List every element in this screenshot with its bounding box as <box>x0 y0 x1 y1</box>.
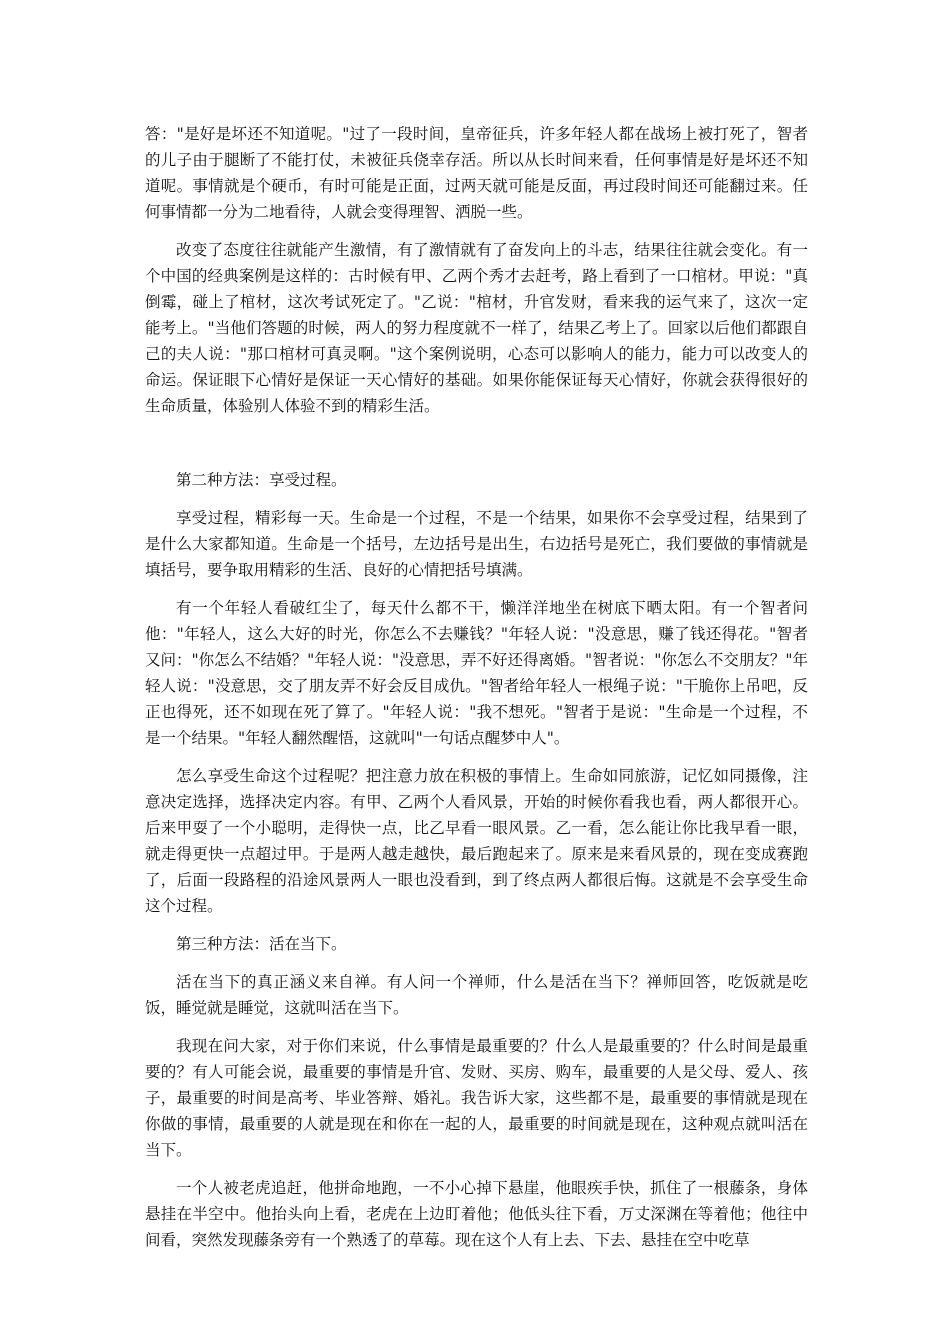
paragraph-5: 怎么享受生命这个过程呢？把注意力放在积极的事情上。生命如同旅游，记忆如同摄像，注意决定选择，选择决定内容。有甲、乙两个人看风景，开始的时候你看我也看，两人都很开心。后来甲耍了一个小聪明，走得快一点，比乙早看一眼风景。乙一看，怎么能让你比我早看一眼，就走得更快一点超过甲。于是两人越走越快，最后跑起来了。原来是来看风景的，现在变成赛跑了，后面一段路程的沿途风景两人一眼也没看到，到了终点两人都很后悔。这就是不会享受生命这个过程。 <box>145 767 808 915</box>
paragraph-6: 活在当下的真正涵义来自禅。有人问一个禅师，什么是活在当下？禅师回答，吃饭就是吃饭，睡觉就是睡觉，这就叫活在当下。 <box>145 973 808 1017</box>
paragraph-2: 改变了态度往往就能产生激情，有了激情就有了奋发向上的斗志，结果往往就会变化。有一个中国的经典案例是这样的：古时候有甲、乙两个秀才去赶考，路上看到了一口棺材。甲说："真倒霉，碰上了棺材，这次考试死定了。"乙说："棺材，升官发财，看来我的运气来了，这次一定能考上。"当他们答题的时候，两人的努力程度就不一样了，结果乙考上了。回家以后他们都跟自己的夫人说："那口棺材可真灵啊。"这个案例说明，心态可以影响人的能力，能力可以改变人的命运。保证眼下心情好是保证一天心情好的基础。如果你能保证每天心情好，你就会获得很好的生命质量，体验别人体验不到的精彩生活。 <box>145 241 808 415</box>
paragraph-7: 我现在问大家，对于你们来说，什么事情是最重要的？什么人是最重要的？什么时间是最重要的？有人可能会说，最重要的事情是升官、发财、买房、购车，最重要的人是父母、爱人、孩子，最重要的时间是高考、毕业答辩、婚礼。我告诉大家，这些都不是，最重要的事情就是现在你做的事情，最重要的人就是现在和你在一起的人，最重要的时间就是现在，这种观点就叫活在当下。 <box>145 1037 808 1159</box>
paragraph-4: 有一个年轻人看破红尘了，每天什么都不干，懒洋洋地坐在树底下晒太阳。有一个智者问他："年轻人，这么大好的时光，你怎么不去赚钱？"年轻人说："没意思，赚了钱还得花。"智者又问："你怎么不结婚？"年轻人说："没意思，弄不好还得离婚。"智者说："你怎么不交朋友？"年轻人说："没意思，交了朋友弄不好会反目成仇。"智者给年轻人一根绳子说："干脆你上吊吧，反正也得死，还不如现在死了算了。"年轻人说："我不想死。"智者于是说："生命是一个过程，不是一个结果。"年轻人翻然醒悟，这就叫"一句话点醒梦中人"。 <box>145 599 808 747</box>
paragraph-1: 答："是好是坏还不知道呢。"过了一段时间，皇帝征兵，许多年轻人都在战场上被打死了，智者的儿子由于腿断了不能打仗，未被征兵侥幸存活。所以从长时间来看，任何事情是好是坏还不知道呢。事情就是个硬币，有时可能是正面，过两天就可能是反面，再过段时间还可能翻过来。任何事情都一分为二地看待，人就会变得理智、洒脱一些。 <box>145 125 808 221</box>
section-heading-3: 第三种方法：活在当下。 <box>176 935 347 953</box>
document-body <box>145 121 808 1265</box>
section-heading-2: 第二种方法：享受过程。 <box>176 471 347 489</box>
paragraph-8: 一个人被老虎追赶，他拼命地跑，一不小心掉下悬崖，他眼疾手快，抓住了一根藤条，身体悬挂在半空中。他抬头向上看，老虎在上边盯着他；他低头往下看，万丈深渊在等着他；他往中间看，突然发现藤条旁有一个熟透了的草莓。现在这个人有上去、下去、悬挂在空中吃草 <box>145 1179 808 1249</box>
paragraph-3: 享受过程，精彩每一天。生命是一个过程，不是一个结果，如果你不会享受过程，结果到了是什么大家都知道。生命是一个括号，左边括号是出生，右边括号是死亡，我们要做的事情就是填括号，要争取用精彩的生活、良好的心情把括号填满。 <box>145 509 808 579</box>
section-spacer <box>145 431 808 467</box>
